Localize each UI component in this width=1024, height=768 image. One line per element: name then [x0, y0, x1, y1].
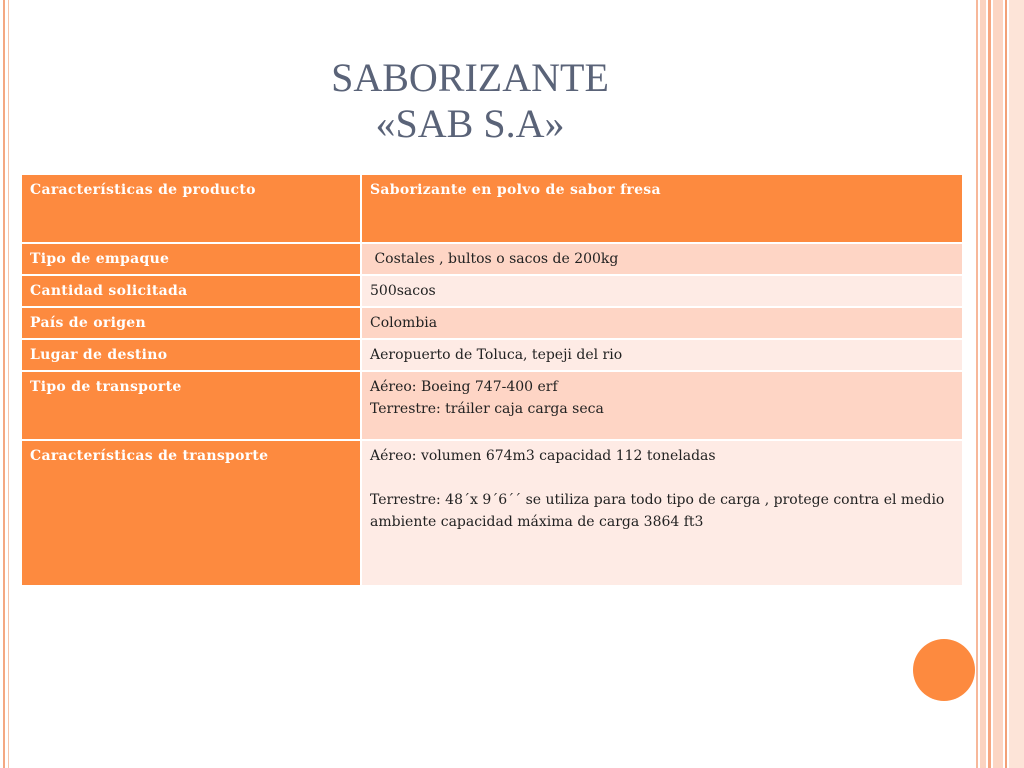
row-value: Colombia	[362, 308, 962, 338]
row-label: País de origen	[22, 308, 360, 338]
decorative-circle	[913, 639, 975, 701]
row-value: 500sacos	[362, 276, 962, 306]
row-value: Aeropuerto de Toluca, tepeji del rio	[362, 340, 962, 370]
table-row	[22, 308, 962, 338]
row-value: Saborizante en polvo de sabor fresa	[362, 175, 962, 242]
row-value	[362, 441, 962, 585]
row-label: Lugar de destino	[22, 340, 360, 370]
slide-title	[280, 55, 660, 147]
left-border-line-thin	[8, 0, 9, 768]
row-label: Cantidad solicitada	[22, 276, 360, 306]
table-row	[22, 340, 962, 370]
row-label: Características de transporte	[22, 441, 360, 585]
row-value: Costales , bultos o sacos de 200kg	[362, 244, 962, 274]
row-value-line: Terrestre: tráiler caja carga seca	[370, 401, 604, 417]
slide-title-line1: SABORIZANTE	[331, 55, 609, 100]
row-value-line: Aéreo: volumen 674m3 capacidad 112 toneladas	[370, 448, 716, 464]
table-row	[22, 372, 962, 439]
row-label: Características de producto	[22, 175, 360, 242]
row-value	[362, 372, 962, 439]
table-row	[22, 175, 962, 242]
table-row	[22, 441, 962, 585]
table-row	[22, 244, 962, 274]
table-row	[22, 276, 962, 306]
row-label: Tipo de transporte	[22, 372, 360, 439]
row-label: Tipo de empaque	[22, 244, 360, 274]
row-value-line: Aéreo: Boeing 747-400 erf	[370, 379, 558, 395]
product-info-table	[20, 173, 964, 587]
left-border-line	[3, 0, 5, 768]
right-decorative-stripes	[976, 0, 1024, 768]
row-value-line: Terrestre: 48´x 9´6´´ se utiliza para todo tipo de carga , protege contra el medio ambiente capacidad máxima de carga 3864 ft3	[370, 492, 945, 530]
slide-title-line2: «SAB S.A»	[375, 101, 565, 146]
